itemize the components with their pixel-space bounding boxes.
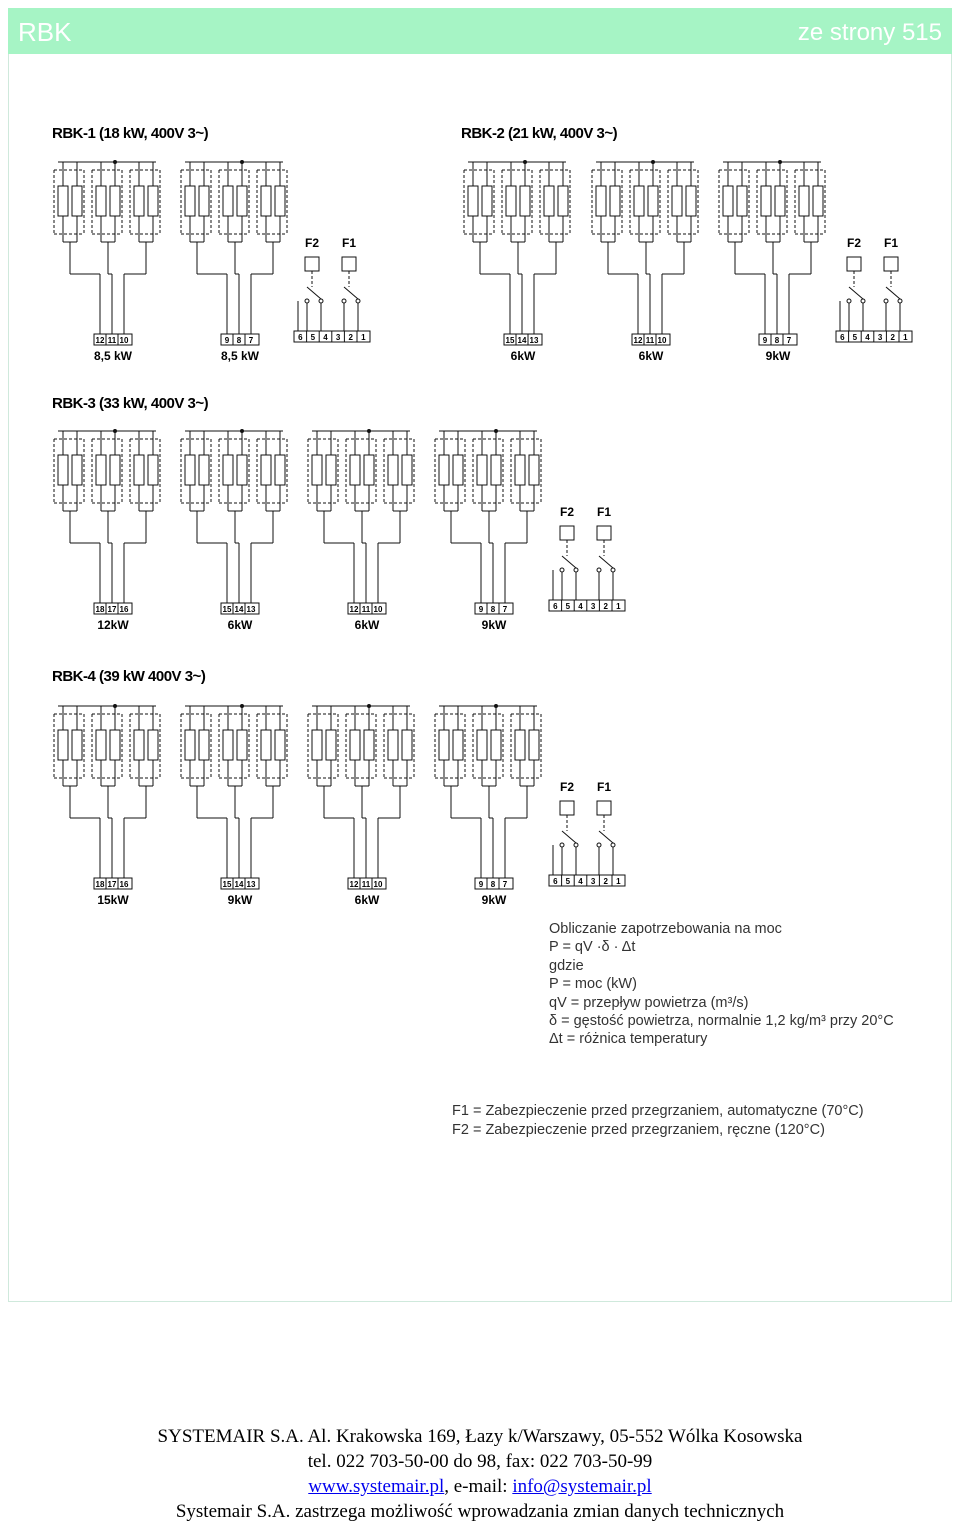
terminal-number: 4 — [578, 877, 583, 886]
contact-dot — [305, 299, 309, 303]
heater-element — [223, 730, 233, 760]
wire — [599, 556, 613, 568]
heater-element — [648, 186, 658, 216]
heater-element — [261, 730, 271, 760]
f1-label: F1 — [341, 236, 357, 250]
terminal-number: 12 — [633, 336, 643, 345]
terminal-number: 10 — [657, 336, 667, 345]
heater-element — [402, 455, 412, 485]
heater-element — [388, 730, 398, 760]
group-power: 6kW — [638, 349, 664, 363]
terminal-number: 15 — [505, 336, 515, 345]
heater-element — [110, 186, 120, 216]
heater-element — [312, 455, 322, 485]
email-link[interactable]: info@systemair.pl — [512, 1476, 652, 1497]
terminal-number: 13 — [246, 880, 256, 889]
heater-element — [58, 455, 68, 485]
contact-dot — [574, 568, 578, 572]
terminal-number: 7 — [502, 880, 508, 889]
terminal-number: 14 — [234, 880, 244, 889]
wire — [886, 287, 900, 299]
heater-element — [482, 186, 492, 216]
heater-element — [110, 455, 120, 485]
page-footer — [0, 1424, 960, 1524]
thermostat-sensor — [305, 257, 319, 271]
formula-equation: P = qV ·δ · Δt — [549, 939, 636, 956]
contact-dot — [574, 843, 578, 847]
terminal-number: 13 — [246, 605, 256, 614]
contact-dot — [611, 843, 615, 847]
terminal-number: 5 — [852, 333, 858, 342]
f1-label: F1 — [883, 236, 899, 250]
heater-element — [148, 730, 158, 760]
terminal-number: 7 — [248, 336, 254, 345]
heater-element — [388, 455, 398, 485]
terminal-number: 14 — [517, 336, 527, 345]
heater-element — [813, 186, 823, 216]
formula-def: Δt = różnica temperatury — [549, 1031, 708, 1048]
thermostat-sensor — [597, 526, 611, 540]
heater-element — [148, 186, 158, 216]
terminal-number: 2 — [603, 877, 608, 886]
website-link[interactable]: www.systemair.pl — [308, 1476, 445, 1497]
group-power: 6kW — [510, 349, 536, 363]
heater-element — [312, 730, 322, 760]
terminal-number: 13 — [529, 336, 539, 345]
heater-element — [261, 455, 271, 485]
heater-element — [275, 730, 285, 760]
formula-def: δ = gęstość powietrza, normalnie 1,2 kg/m³ przy 20°C — [549, 1013, 894, 1030]
f2-label: F2 — [846, 236, 862, 250]
terminal-number: 6 — [553, 877, 558, 886]
wire — [344, 287, 358, 299]
heater-element — [491, 730, 501, 760]
heater-element — [515, 455, 525, 485]
terminal-number: 6 — [553, 602, 558, 611]
terminal-number: 15 — [222, 605, 232, 614]
diagram-title-rbk3: RBK-3 (33 kW, 400V 3~) — [52, 395, 209, 412]
heater-element — [72, 730, 82, 760]
heater-element — [544, 186, 554, 216]
contact-dot — [898, 299, 902, 303]
contact-dot — [884, 299, 888, 303]
email-prefix: , e-mail: — [444, 1476, 513, 1497]
footer-contact — [0, 1474, 960, 1499]
terminal-number: 8 — [490, 880, 496, 889]
heater-element — [134, 730, 144, 760]
heater-element — [775, 186, 785, 216]
heater-element — [515, 730, 525, 760]
heater-element — [58, 730, 68, 760]
terminal-number: 9 — [224, 336, 230, 345]
terminal-number: 2 — [348, 333, 353, 342]
heater-element — [148, 455, 158, 485]
terminal-number: 4 — [865, 333, 870, 342]
terminal-number: 2 — [890, 333, 895, 342]
thermostat-sensor — [560, 526, 574, 540]
terminal-number: 18 — [95, 605, 105, 614]
terminal-number: 3 — [590, 602, 596, 611]
diagram-title-rbk4: RBK-4 (39 kW 400V 3~) — [52, 668, 206, 685]
contact-dot — [597, 843, 601, 847]
footer-disclaimer: Systemair S.A. zastrzega możliwość wprowadzania zmian danych technicznych — [175, 1501, 785, 1522]
terminal-number: 9 — [762, 336, 768, 345]
group-power: 15kW — [97, 893, 129, 907]
heater-element — [134, 186, 144, 216]
terminal-number: 1 — [616, 877, 621, 886]
wire — [849, 287, 863, 299]
contact-dot — [861, 299, 865, 303]
wire — [599, 831, 613, 843]
heater-element — [761, 186, 771, 216]
heater-element — [134, 455, 144, 485]
heater-element — [737, 186, 747, 216]
terminal-number: 5 — [565, 602, 571, 611]
terminal-number: 15 — [222, 880, 232, 889]
thermostat-legend — [452, 1102, 864, 1140]
formula-def: P = moc (kW) — [549, 976, 637, 993]
terminal-number: 10 — [373, 880, 383, 889]
group-power: 8,5 kW — [93, 349, 133, 363]
heater-element — [350, 455, 360, 485]
terminal-number: 5 — [565, 877, 571, 886]
group-power: 6kW — [354, 618, 380, 632]
heater-element — [453, 730, 463, 760]
heater-element — [72, 455, 82, 485]
heater-element — [529, 455, 539, 485]
terminal-number: 11 — [107, 336, 117, 345]
wire — [307, 287, 321, 299]
heater-element — [672, 186, 682, 216]
terminal-number: 12 — [95, 336, 105, 345]
heater-element — [491, 455, 501, 485]
terminal-number: 16 — [119, 880, 129, 889]
footer-phone: tel. 022 703-50-00 do 98, fax: 022 703-50-99 — [307, 1451, 653, 1472]
heater-element — [275, 455, 285, 485]
heater-element — [723, 186, 733, 216]
heater-element — [199, 186, 209, 216]
terminal-number: 1 — [903, 333, 908, 342]
heater-element — [439, 455, 449, 485]
diagram-title-rbk2: RBK-2 (21 kW, 400V 3~) — [461, 125, 618, 142]
footer-address: SYSTEMAIR S.A. Al. Krakowska 169, Łazy k/Warszawy, 05-552 Wólka Kosowska — [157, 1426, 803, 1447]
contact-dot — [560, 843, 564, 847]
group-power: 12kW — [97, 618, 129, 632]
contact-dot — [597, 568, 601, 572]
heater-element — [237, 186, 247, 216]
heater-element — [634, 186, 644, 216]
formula-def: qV = przepływ powietrza (m³/s) — [549, 994, 749, 1011]
thermostat-sensor — [597, 801, 611, 815]
terminal-number: 18 — [95, 880, 105, 889]
heater-element — [261, 186, 271, 216]
heater-element — [275, 186, 285, 216]
heater-element — [453, 455, 463, 485]
heater-element — [96, 186, 106, 216]
terminal-number: 6 — [298, 333, 303, 342]
terminal-number: 16 — [119, 605, 129, 614]
heater-element — [364, 730, 374, 760]
heater-element — [223, 186, 233, 216]
heater-element — [72, 186, 82, 216]
terminal-number: 11 — [645, 336, 655, 345]
contact-dot — [319, 299, 323, 303]
heater-element — [558, 186, 568, 216]
contact-dot — [611, 568, 615, 572]
terminal-number: 4 — [323, 333, 328, 342]
thermostat-sensor — [847, 257, 861, 271]
group-power: 9kW — [765, 349, 791, 363]
heater-element — [477, 455, 487, 485]
contact-dot — [356, 299, 360, 303]
terminal-number: 12 — [349, 605, 359, 614]
heater-element — [364, 455, 374, 485]
heater-element — [185, 730, 195, 760]
formula-where: gdzie — [549, 957, 584, 974]
wire — [562, 831, 576, 843]
f2-label: F2 — [559, 505, 575, 519]
heater-element — [96, 455, 106, 485]
terminal-number: 3 — [335, 333, 341, 342]
heater-element — [237, 730, 247, 760]
legend-f2: F2 = Zabezpieczenie przed przegrzaniem, ręczne (120°C) — [452, 1122, 825, 1138]
terminal-number: 1 — [616, 602, 621, 611]
terminal-number: 14 — [234, 605, 244, 614]
heater-element — [199, 455, 209, 485]
thermostat-sensor — [884, 257, 898, 271]
terminal-number: 6 — [840, 333, 845, 342]
terminal-number: 8 — [774, 336, 780, 345]
heater-element — [326, 730, 336, 760]
heater-element — [610, 186, 620, 216]
terminal-number: 17 — [107, 605, 117, 614]
heater-element — [350, 730, 360, 760]
terminal-number: 10 — [373, 605, 383, 614]
heater-element — [799, 186, 809, 216]
group-power: 9kW — [481, 618, 507, 632]
terminal-number: 3 — [590, 877, 596, 886]
terminal-number: 1 — [361, 333, 366, 342]
contact-dot — [847, 299, 851, 303]
terminal-number: 8 — [236, 336, 242, 345]
heater-element — [686, 186, 696, 216]
terminal-number: 7 — [502, 605, 508, 614]
terminal-number: 9 — [478, 880, 484, 889]
terminal-number: 11 — [361, 605, 371, 614]
heater-element — [223, 455, 233, 485]
heater-element — [468, 186, 478, 216]
group-power: 6kW — [227, 618, 253, 632]
group-power: 9kW — [481, 893, 507, 907]
heater-element — [326, 455, 336, 485]
heater-element — [477, 730, 487, 760]
contact-dot — [342, 299, 346, 303]
f2-label: F2 — [304, 236, 320, 250]
heater-element — [199, 730, 209, 760]
heater-element — [58, 186, 68, 216]
f1-label: F1 — [596, 505, 612, 519]
legend-f1: F1 = Zabezpieczenie przed przegrzaniem, automatyczne (70°C) — [452, 1103, 864, 1119]
heater-element — [529, 730, 539, 760]
terminal-number: 5 — [310, 333, 316, 342]
heater-element — [596, 186, 606, 216]
contact-dot — [560, 568, 564, 572]
heater-element — [185, 455, 195, 485]
wire — [562, 556, 576, 568]
terminal-number: 9 — [478, 605, 484, 614]
thermostat-sensor — [342, 257, 356, 271]
heater-element — [402, 730, 412, 760]
f1-label: F1 — [596, 780, 612, 794]
group-power: 6kW — [354, 893, 380, 907]
terminal-number: 3 — [877, 333, 883, 342]
terminal-number: 17 — [107, 880, 117, 889]
power-formula — [549, 920, 894, 1049]
terminal-number: 11 — [361, 880, 371, 889]
heater-element — [439, 730, 449, 760]
diagram-title-rbk1: RBK-1 (18 kW, 400V 3~) — [52, 125, 209, 142]
group-power: 8,5 kW — [220, 349, 260, 363]
header-page-ref: ze strony 515 — [797, 19, 942, 46]
terminal-number: 2 — [603, 602, 608, 611]
f2-label: F2 — [559, 780, 575, 794]
terminal-number: 7 — [786, 336, 792, 345]
terminal-number: 12 — [349, 880, 359, 889]
heater-element — [237, 455, 247, 485]
terminal-number: 4 — [578, 602, 583, 611]
header-product: RBK — [18, 17, 72, 47]
formula-heading: Obliczanie zapotrzebowania na moc — [549, 921, 782, 937]
heater-element — [185, 186, 195, 216]
heater-element — [110, 730, 120, 760]
heater-element — [520, 186, 530, 216]
terminal-number: 8 — [490, 605, 496, 614]
heater-element — [506, 186, 516, 216]
group-power: 9kW — [227, 893, 253, 907]
terminal-number: 10 — [119, 336, 129, 345]
heater-element — [96, 730, 106, 760]
thermostat-sensor — [560, 801, 574, 815]
